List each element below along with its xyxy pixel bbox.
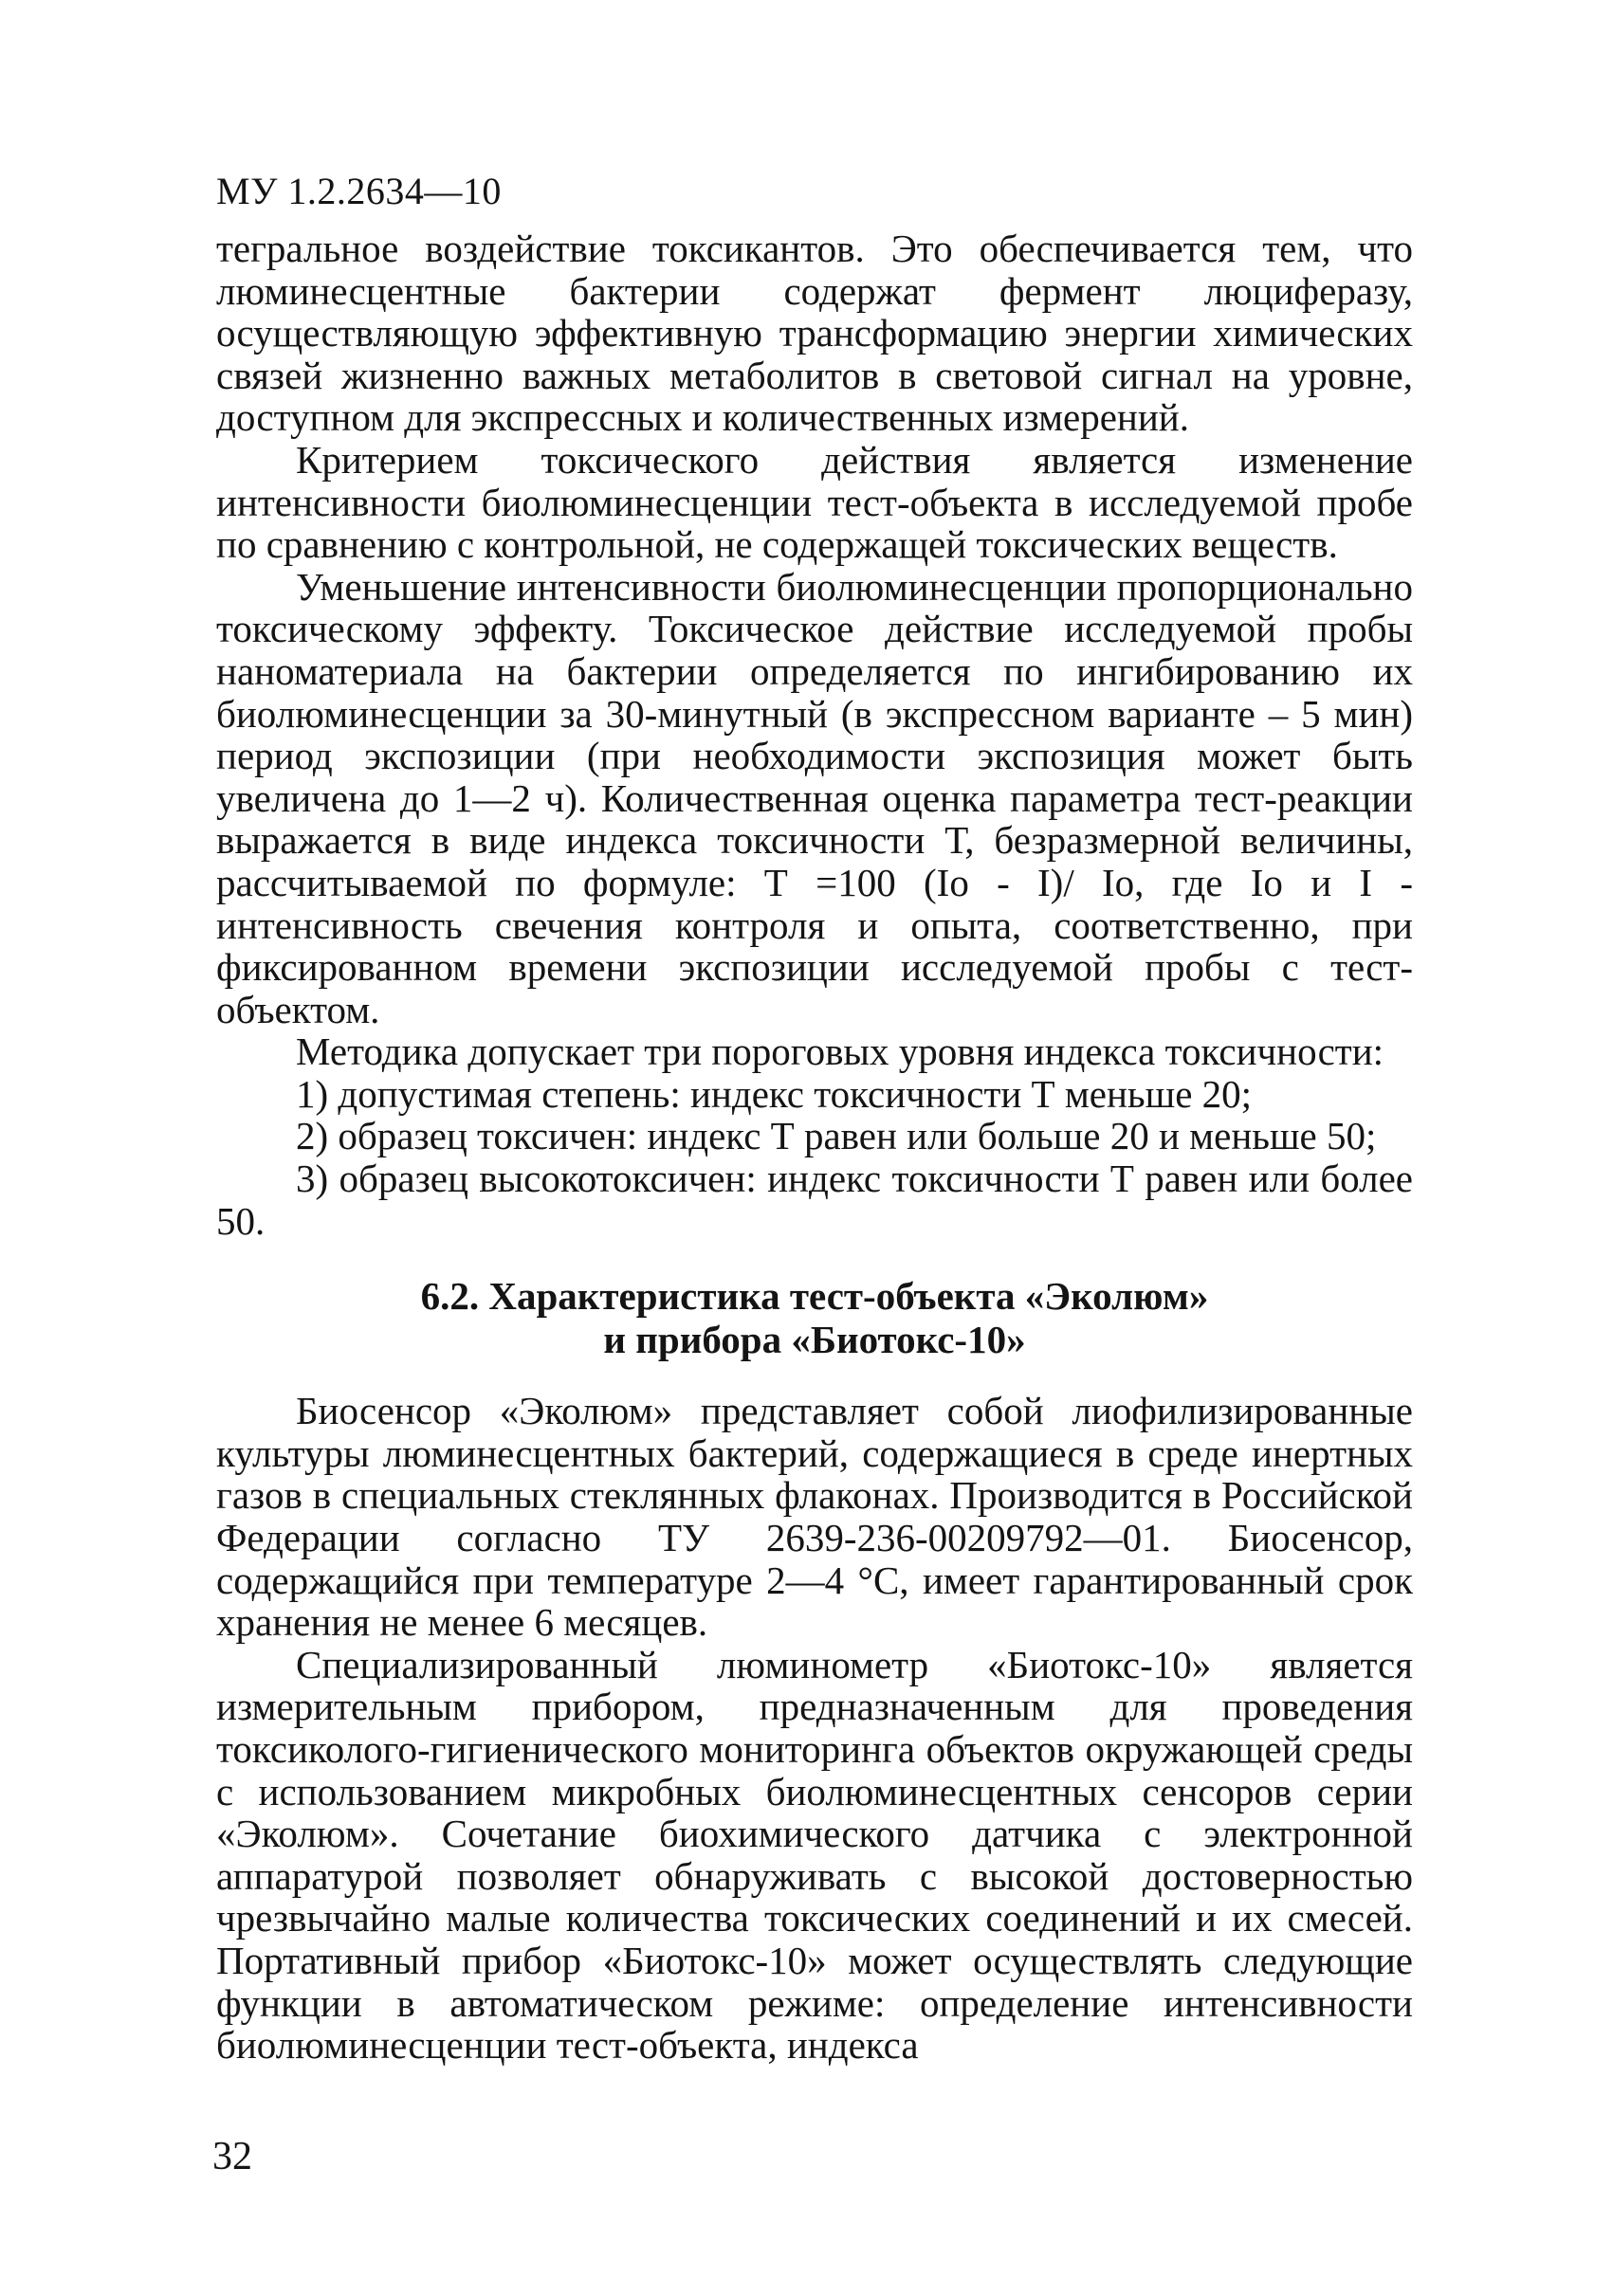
paragraph-biosensor: Биосенсор «Эколюм» представляет собой лиофилизированные культуры люминесцентных бактерий, содержащиеся в среде инертных газов в специальных стеклянных флаконах. Производится в Российской Федерации согласно ТУ 2639-236-00209792—01. Биосенсор, содержащийся при температуре 2—4 °С, имеет гарантированный срок хранения не менее 6 месяцев. xyxy=(216,1389,1413,1645)
page-number: 32 xyxy=(212,2135,252,2178)
section-heading-line-2: и прибора «Биотокс-10» xyxy=(603,1318,1026,1362)
paragraph-toxicity-criterion: Критерием токсического действия является изменение интенсивности биолюминесценции тест-объекта в исследуемой пробе по сравнению с контрольной, не содержащей токсических веществ. xyxy=(216,437,1413,567)
paragraph-toxicity-index: Уменьшение интенсивности биолюминесценции пропорционально токсическому эффекту. Токсическое действие исследуемой пробы наноматериала на бактерии определяется по ингибированию их биолюминесценции за 30-минутный (в экспрессном варианте – 5 мин) период экспозиции (при необходимости экспозиция может быть увеличена до 1—2 ч). Количественная оценка параметра тест-реакции выражается в виде индекса токсичности Т, безразмерной величины, рассчитываемой по формуле: Т =100 (Iо - I)/ Iо, где Iо и I - интенсивность свечения контроля и опыта, соответственно, при фиксированном времени экспозиции исследуемой пробы с тест-объектом. xyxy=(216,564,1413,1031)
threshold-item-2: 2) образец токсичен: индекс Т равен или больше 20 и меньше 50; xyxy=(296,1114,1377,1158)
threshold-item-1: 1) допустимая степень: индекс токсичности Т меньше 20; xyxy=(296,1071,1253,1116)
section-heading xyxy=(216,1274,1413,1361)
body-text xyxy=(216,228,1413,2067)
paragraph-luminometer: Специализированный люминометр «Биотокс-10» является измерительным прибором, предназначенным для проведения токсиколого-гигиенического мониторинга объектов окружающей среды с использованием микробных биолюминесцентных сенсоров серии «Эколюм». Сочетание биохимического датчика с электронной аппаратурой позволяет обнаруживать с высокой достоверностью чрезвычайно малые количества токсических соединений и их смесей. Портативный прибор «Биотокс-10» может осуществлять следующие функции в автоматическом режиме: определение интенсивности биолюминесценции тест-объекта, индекса xyxy=(216,1642,1413,2068)
paragraph-threshold-levels: Методика допускает три пороговых уровня индекса токсичности: xyxy=(296,1030,1384,1074)
running-header: МУ 1.2.2634—10 xyxy=(216,170,502,212)
threshold-item-3: 3) образец высокотоксичен: индекс токсичности Т равен или более 50. xyxy=(216,1157,1413,1243)
section-heading-line-1: 6.2. Характеристика тест-объекта «Эколюм» xyxy=(420,1274,1209,1319)
paragraph-continuation: тегральное воздействие токсикантов. Это обеспечивается тем, что люминесцентные бактерии содержат фермент люциферазу, осуществляющую эффективную трансформацию энергии химических связей жизненно важных метаболитов в световой сигнал на уровне, доступном для экспрессных и количественных измерений. xyxy=(216,227,1413,440)
